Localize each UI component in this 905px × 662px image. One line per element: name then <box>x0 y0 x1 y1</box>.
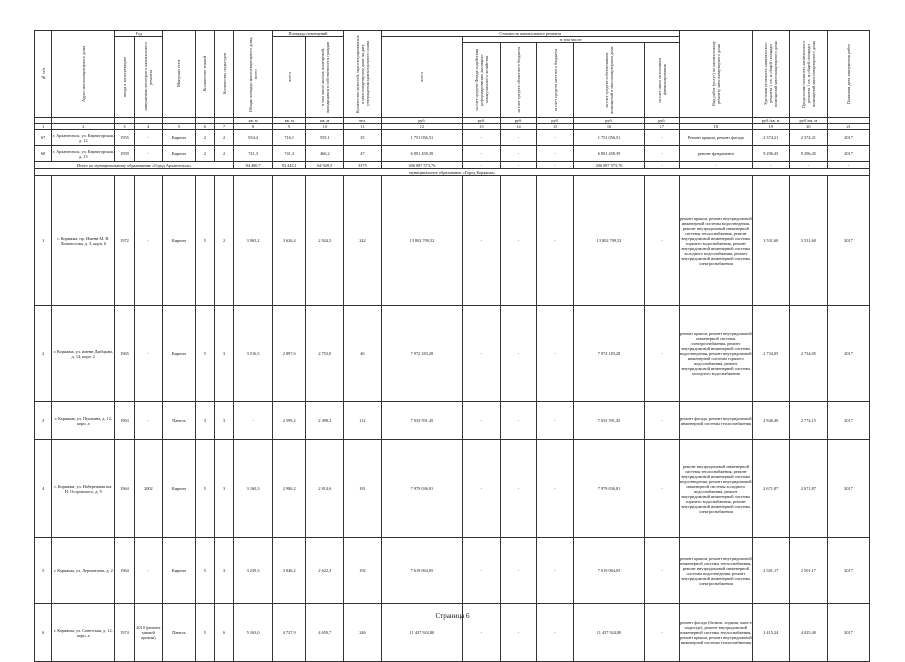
cell-y1: 1965 <box>115 306 134 402</box>
cell-u20: 2 501,17 <box>789 538 828 604</box>
cell-pod: 3 <box>214 440 233 538</box>
cell-pod: 3 <box>214 306 233 402</box>
column-number-8: 8 <box>234 124 273 130</box>
cell-mat: Панель <box>163 604 196 662</box>
cell-c13: - <box>463 176 501 306</box>
section-row <box>35 169 870 176</box>
cell-u20: 2 774,15 <box>789 402 828 440</box>
cell-c12: 7 972 183,28 <box>381 306 462 402</box>
table-row <box>35 130 870 146</box>
col-header-12: всего <box>381 37 462 118</box>
cell-c16: 7 619 064,05 <box>573 538 644 604</box>
col-header-17: за счет иных источников финансирования <box>645 43 680 118</box>
cell-work: ремонт фасада, ремонт внутридомовой инженерной системы теплоснабжения <box>679 402 752 440</box>
cell-c14: - <box>500 604 537 662</box>
column-number-5: 5 <box>163 124 196 130</box>
cell-u20: 4 025,40 <box>789 604 828 662</box>
unit-cell-16: руб. <box>573 118 644 124</box>
cell-c16: 6 891 458,39 <box>573 146 644 162</box>
col-header-15: за счет средств местного бюджета <box>537 43 574 118</box>
section-title: муниципальное образование «Город Коряжма» <box>35 169 870 176</box>
column-number-12: 12 <box>381 124 462 130</box>
subtotal-s10: 64 928,5 <box>306 162 344 169</box>
cell-c15: - <box>537 176 574 306</box>
unit-cell-14: руб. <box>500 118 537 124</box>
cell-s9: 2 897,6 <box>272 306 306 402</box>
cell-fl: 2 <box>195 146 214 162</box>
cell-s10: 2 814,6 <box>306 440 344 538</box>
cell-s9: 2 986,2 <box>272 440 306 538</box>
cell-u19: 2 374,21 <box>752 130 789 146</box>
cell-s9: 741,3 <box>272 146 306 162</box>
col-header-7: Количество подъездов <box>214 31 233 118</box>
cell-u19: 2 501,17 <box>752 538 789 604</box>
cell-c14: - <box>500 130 537 146</box>
col-header-cost: Стоимость капитального ремонта <box>381 31 679 37</box>
cell-n: 4 <box>35 440 52 538</box>
cell-c14: - <box>500 146 537 162</box>
cell-c14: - <box>500 538 537 604</box>
cell-c17: - <box>645 146 680 162</box>
cell-addr: г. Коряжма, пр. Имени М. В. Ломоносова, д. 3, корп. 6 <box>52 176 115 306</box>
cell-ppl: 47 <box>344 146 382 162</box>
capital-repair-table <box>34 30 870 662</box>
cell-ppl: 181 <box>344 440 382 538</box>
cell-c13: - <box>463 440 501 538</box>
cell-c14: - <box>500 440 537 538</box>
table-row <box>35 176 870 306</box>
unit-cell-10: кв. м <box>306 118 344 124</box>
cell-c13: - <box>463 306 501 402</box>
cell-u20: 3 531,60 <box>789 176 828 306</box>
cell-addr: г. Коряжма, ул. Набережная им. Н. Островского, д. 9 <box>52 440 115 538</box>
cell-s8: 3 239,3 <box>234 538 273 604</box>
subtotal-s8: 84 480,7 <box>234 162 273 169</box>
cell-work: ремонт крыши, ремонт внутридомовой инженерной системы теплоснабжения, ремонт внутридомовой инженерной системы водоотведения, ремонт внутридомовой инженерной системы электроснабжения <box>679 538 752 604</box>
cell-pod: 2 <box>214 146 233 162</box>
cell-c13: - <box>463 538 501 604</box>
cell-y2: - <box>134 130 162 146</box>
col-header-19: Удельная стоимость капитального ремонта 1 кв. м общей площади помещений многоквартирного дома <box>752 31 789 118</box>
col-header-1: № п/п <box>35 31 52 118</box>
cell-c12: 7 979 036,81 <box>381 440 462 538</box>
subtotal-c12: 206 087 573,76 <box>381 162 462 169</box>
cell-work: ремонт внутридомовой инженерной системы теплоснабжения, ремонт внутридомовой инженерной системы водоотведения, ремонт внутридомовой инженерной системы холодного водоснабжения, ремонт внутридомовой инженерной системы горячего водоснабжения, ремонт внутридомовой инженерной системы электроснабжения <box>679 440 752 538</box>
cell-u20: 2 374,21 <box>789 130 828 146</box>
cell-addr: г. Коряжма, ул. Лермонтова, д. 2 <box>52 538 115 604</box>
table-row <box>35 440 870 538</box>
column-number-19: 19 <box>752 124 789 130</box>
cell-y2: - <box>134 402 162 440</box>
column-number-4: 4 <box>134 124 162 130</box>
cell-c14: - <box>500 402 537 440</box>
column-number-2: 2 <box>52 124 115 130</box>
cell-s9: 716,1 <box>272 130 306 146</box>
cell-fl: 3 <box>195 402 214 440</box>
col-header-god: Год <box>115 31 163 37</box>
cell-d: 2017 <box>828 402 870 440</box>
col-header-14: за счет средств областного бюджета <box>500 43 537 118</box>
cell-fl: 5 <box>195 440 214 538</box>
cell-work: ремонт крыши, ремонт внутридомовой инженерной системы водоотведения, ремонт внутридомовой инженерной системы теплоснабжения, ремонт внутридомовой инженерной системы горячего водоснабжения, ремонт внутридомовой инженерной системы холодного водоснабжения, ремонт внутридомовой инженерной системы электроснабжения <box>679 176 752 306</box>
column-number-3: 3 <box>115 124 134 130</box>
cell-fl: 2 <box>195 130 214 146</box>
cell-n: 1 <box>35 176 52 306</box>
cell-y1: 1963 <box>115 402 134 440</box>
cell-mat: Панель <box>163 402 196 440</box>
col-header-6: Количество этажей <box>195 31 214 118</box>
subtotal-label: Итого по муниципальному образованию «Город Архангельск» <box>35 162 234 169</box>
cell-c17: - <box>645 306 680 402</box>
column-number-1: 1 <box>35 124 52 130</box>
cell-addr: г. Коряжма, ул. Советская, д. 12, корп. а <box>52 604 115 662</box>
col-header-vtch: в том числе <box>463 37 680 43</box>
subtotal-u20: - <box>789 162 828 169</box>
cell-c15: - <box>537 538 574 604</box>
column-number-10: 10 <box>306 124 344 130</box>
cell-u19: 3 531,60 <box>752 176 789 306</box>
cell-n: 3 <box>35 402 52 440</box>
cell-u20: 9 296,45 <box>789 146 828 162</box>
cell-c13: - <box>463 604 501 662</box>
col-header-2: Адрес многоквартирного дома <box>52 31 115 118</box>
col-header-16: за счет средств собственников помещений в многоквартирном доме <box>573 43 644 118</box>
cell-c15: - <box>537 402 574 440</box>
cell-ppl: 46 <box>344 306 382 402</box>
cell-c15: - <box>537 306 574 402</box>
cell-ppl: 112 <box>344 402 382 440</box>
cell-y2: 2010 (ремонт мягкой кровли) <box>134 604 162 662</box>
cell-c16: 7 979 036,81 <box>573 440 644 538</box>
cell-addr: г. Коряжма, ул. Пушкина, д. 12, корп. а <box>52 402 115 440</box>
subtotal-c13: - <box>463 162 501 169</box>
unit-cell-13: руб. <box>463 118 501 124</box>
cell-u19: 2 415,24 <box>752 604 789 662</box>
subtotal-u19: - <box>752 162 789 169</box>
col-header-3: ввода в эксплуатацию <box>115 37 134 118</box>
cell-s10: 2 924,5 <box>306 176 344 306</box>
cell-u20: 2 671,87 <box>789 440 828 538</box>
cell-work: Ремонт крыши, ремонт фасада <box>679 130 752 146</box>
subtotal-c17: - <box>645 162 680 169</box>
cell-y2: - <box>134 176 162 306</box>
cell-n: 6 <box>35 604 52 662</box>
col-header-9: всего <box>272 37 306 118</box>
cell-y2: - <box>134 538 162 604</box>
cell-y1: 1974 <box>115 604 134 662</box>
cell-s8: 3 160,3 <box>234 440 273 538</box>
cell-c16: 1 751 056,51 <box>573 130 644 146</box>
cell-c12: 6 891 458,39 <box>381 146 462 162</box>
cell-s9: 3 046,2 <box>272 538 306 604</box>
column-number-14: 14 <box>500 124 537 130</box>
cell-pod: 3 <box>214 402 233 440</box>
cell-c12: 1 751 056,51 <box>381 130 462 146</box>
cell-s10: 555,1 <box>306 130 344 146</box>
table-row <box>35 306 870 402</box>
cell-s9: 4 727,9 <box>272 604 306 662</box>
subtotal-work: - <box>679 162 752 169</box>
cell-u19: 2 840,40 <box>752 402 789 440</box>
cell-ppl: 246 <box>344 604 382 662</box>
cell-s8: 934,4 <box>234 130 273 146</box>
cell-mat: Кирпич <box>163 440 196 538</box>
column-number-11: 11 <box>344 124 382 130</box>
unit-cell-15: руб. <box>537 118 574 124</box>
cell-mat: Кирпич <box>163 146 196 162</box>
unit-cell-9: кв. м <box>272 118 306 124</box>
column-number-7: 7 <box>214 124 233 130</box>
cell-c14: - <box>500 176 537 306</box>
cell-c12: 13 802 709,52 <box>381 176 462 306</box>
cell-fl: 5 <box>195 306 214 402</box>
subtotal-c14: - <box>500 162 537 169</box>
cell-pod: 3 <box>214 538 233 604</box>
subtotal-s9: 83 443,1 <box>272 162 306 169</box>
cell-c17: - <box>645 176 680 306</box>
col-header-20: Предельная стоимость капитального ремонта 1 кв. м общей площади помещений многоквартирного дома <box>789 31 828 118</box>
cell-c13: - <box>463 402 501 440</box>
subtotal-c15: - <box>537 162 574 169</box>
col-header-5: Материал стен <box>163 31 196 118</box>
cell-c17: - <box>645 604 680 662</box>
cell-addr: г. Архангельск, ул. Карпогорская, д. 15 <box>52 146 115 162</box>
cell-n: 2 <box>35 306 52 402</box>
cell-u19: 2 671,87 <box>752 440 789 538</box>
cell-y2: - <box>134 146 162 162</box>
cell-s8: 5 163,0 <box>234 604 273 662</box>
cell-s8: 741,3 <box>234 146 273 162</box>
cell-y1: 1959 <box>115 146 134 162</box>
cell-ppl: 192 <box>344 538 382 604</box>
cell-d: 2017 <box>828 538 870 604</box>
cell-d: 2017 <box>828 306 870 402</box>
cell-s10: 4 650,7 <box>306 604 344 662</box>
cell-s8: 3 965,2 <box>234 176 273 306</box>
cell-c15: - <box>537 146 574 162</box>
page-footer: Страница 6 <box>435 612 470 620</box>
cell-c16: 7 033 591,45 <box>573 402 644 440</box>
cell-c17: - <box>645 538 680 604</box>
cell-d: 2017 <box>828 146 870 162</box>
cell-d: 2017 <box>828 176 870 306</box>
cell-mat: Кирпич <box>163 130 196 146</box>
col-header-8: Общая площадь многоквартирного дома, всего <box>234 31 273 118</box>
subtotal-c16: 206 087 573,76 <box>573 162 644 169</box>
cell-c13: - <box>463 146 501 162</box>
cell-pod: 2 <box>214 130 233 146</box>
cell-y1: 1964 <box>115 538 134 604</box>
cell-y1: 1964 <box>115 440 134 538</box>
column-number-16: 16 <box>573 124 644 130</box>
cell-c12: 7 033 591,45 <box>381 402 462 440</box>
cell-d: 2017 <box>828 440 870 538</box>
column-number-17: 17 <box>645 124 680 130</box>
table-row <box>35 402 870 440</box>
cell-c13: - <box>463 130 501 146</box>
table-row <box>35 146 870 162</box>
cell-c16: 7 972 183,28 <box>573 306 644 402</box>
cell-y1: 1972 <box>115 176 134 306</box>
cell-ppl: 242 <box>344 176 382 306</box>
column-number-9: 9 <box>272 124 306 130</box>
cell-s10: 466,2 <box>306 146 344 162</box>
subtotal-row <box>35 162 870 169</box>
subtotal-d: - <box>828 162 870 169</box>
cell-ppl: 35 <box>344 130 382 146</box>
column-number-18: 18 <box>679 124 752 130</box>
cell-c15: - <box>537 440 574 538</box>
cell-u19: 2 734,05 <box>752 306 789 402</box>
cell-u20: 2 734,05 <box>789 306 828 402</box>
column-number-6: 6 <box>195 124 214 130</box>
cell-c16: 11 437 924,80 <box>573 604 644 662</box>
cell-s10: 2 498,2 <box>306 402 344 440</box>
cell-c12: 11 437 924,80 <box>381 604 462 662</box>
column-number-20: 20 <box>789 124 828 130</box>
cell-c17: - <box>645 440 680 538</box>
cell-y2: - <box>134 306 162 402</box>
cell-fl: 5 <box>195 604 214 662</box>
cell-u19: 9 296,45 <box>752 146 789 162</box>
cell-c17: - <box>645 402 680 440</box>
col-header-4: завершения последнего капитального ремонта <box>134 37 162 118</box>
cell-fl: 5 <box>195 176 214 306</box>
cell-s9: 2 599,2 <box>272 402 306 440</box>
cell-c15: - <box>537 604 574 662</box>
cell-c12: 7 619 064,05 <box>381 538 462 604</box>
cell-mat: Кирпич <box>163 306 196 402</box>
cell-c16: 13 802 709,52 <box>573 176 644 306</box>
cell-addr: г. Коряжма, ул. имени Дыбцына, д. 14, корп. 2 <box>52 306 115 402</box>
table-row <box>35 538 870 604</box>
cell-c17: - <box>645 130 680 146</box>
column-number-13: 13 <box>463 124 501 130</box>
cell-work: ремонт фасада (балкон, лоджия, окна в подъезде), ремонт внутридомовой инженерной системы теплоснабжения, ремонт крыши, ремонт внутридомовой инженерной системы теплоснабжения <box>679 604 752 662</box>
cell-mat: Кирпич <box>163 538 196 604</box>
column-number-21: 21 <box>828 124 870 130</box>
unit-cell-8: кв. м <box>234 118 273 124</box>
cell-mat: Кирпич <box>163 176 196 306</box>
cell-s8: 3 516,5 <box>234 306 273 402</box>
unit-cell-20: руб./кв. м <box>789 118 828 124</box>
col-header-18: Вид работ (услуг) по капитальному ремонту многоквартирного дома <box>679 31 752 118</box>
unit-cell-11: чел. <box>344 118 382 124</box>
subtotal-ppl: 3375 <box>344 162 382 169</box>
cell-s8: - <box>234 402 273 440</box>
cell-d: 2017 <box>828 130 870 146</box>
cell-c15: - <box>537 130 574 146</box>
cell-s9: 3 626,4 <box>272 176 306 306</box>
unit-cell-19: руб./кв. м <box>752 118 789 124</box>
cell-n: 67 <box>35 130 52 146</box>
cell-work: ремонт фундамента <box>679 146 752 162</box>
column-number-15: 15 <box>537 124 574 130</box>
cell-s10: 2 622,3 <box>306 538 344 604</box>
cell-n: 5 <box>35 538 52 604</box>
col-header-11: Количество жителей, зарегистрированных в многоквартирном доме на дату утверждения краткосрочного плана <box>344 31 382 118</box>
cell-n: 68 <box>35 146 52 162</box>
col-header-21: Плановая дата завершения работ <box>828 31 870 118</box>
cell-addr: г. Архангельск, ул. Карпогорская, д. 12 <box>52 130 115 146</box>
cell-fl: 5 <box>195 538 214 604</box>
unit-cell-17: руб. <box>645 118 680 124</box>
cell-y2: 2002 <box>134 440 162 538</box>
cell-pod: 6 <box>214 604 233 662</box>
col-header-13: за счет средств Фонда содействия реформированию жилищно-коммунального хозяйства <box>463 43 501 118</box>
cell-s10: 2 753,0 <box>306 306 344 402</box>
col-header-10: в том числе жилых помещений, находящихся в собственности граждан <box>306 37 344 118</box>
register-sheet <box>34 30 870 662</box>
col-header-area: Площадь помещений <box>272 31 343 37</box>
cell-work: ремонт крыши, ремонт внутридомовой инженерной системы электроснабжения, ремонт внутридомовой инженерной системы водоотведения, ремонт внутридомовой инженерной системы горячего водоснабжения, ремонт внутридомовой инженерной системы холодного водоснабжения <box>679 306 752 402</box>
cell-c14: - <box>500 306 537 402</box>
cell-d: 2017 <box>828 604 870 662</box>
unit-cell-12: руб. <box>381 118 462 124</box>
cell-y1: 1955 <box>115 130 134 146</box>
cell-pod: 2 <box>214 176 233 306</box>
